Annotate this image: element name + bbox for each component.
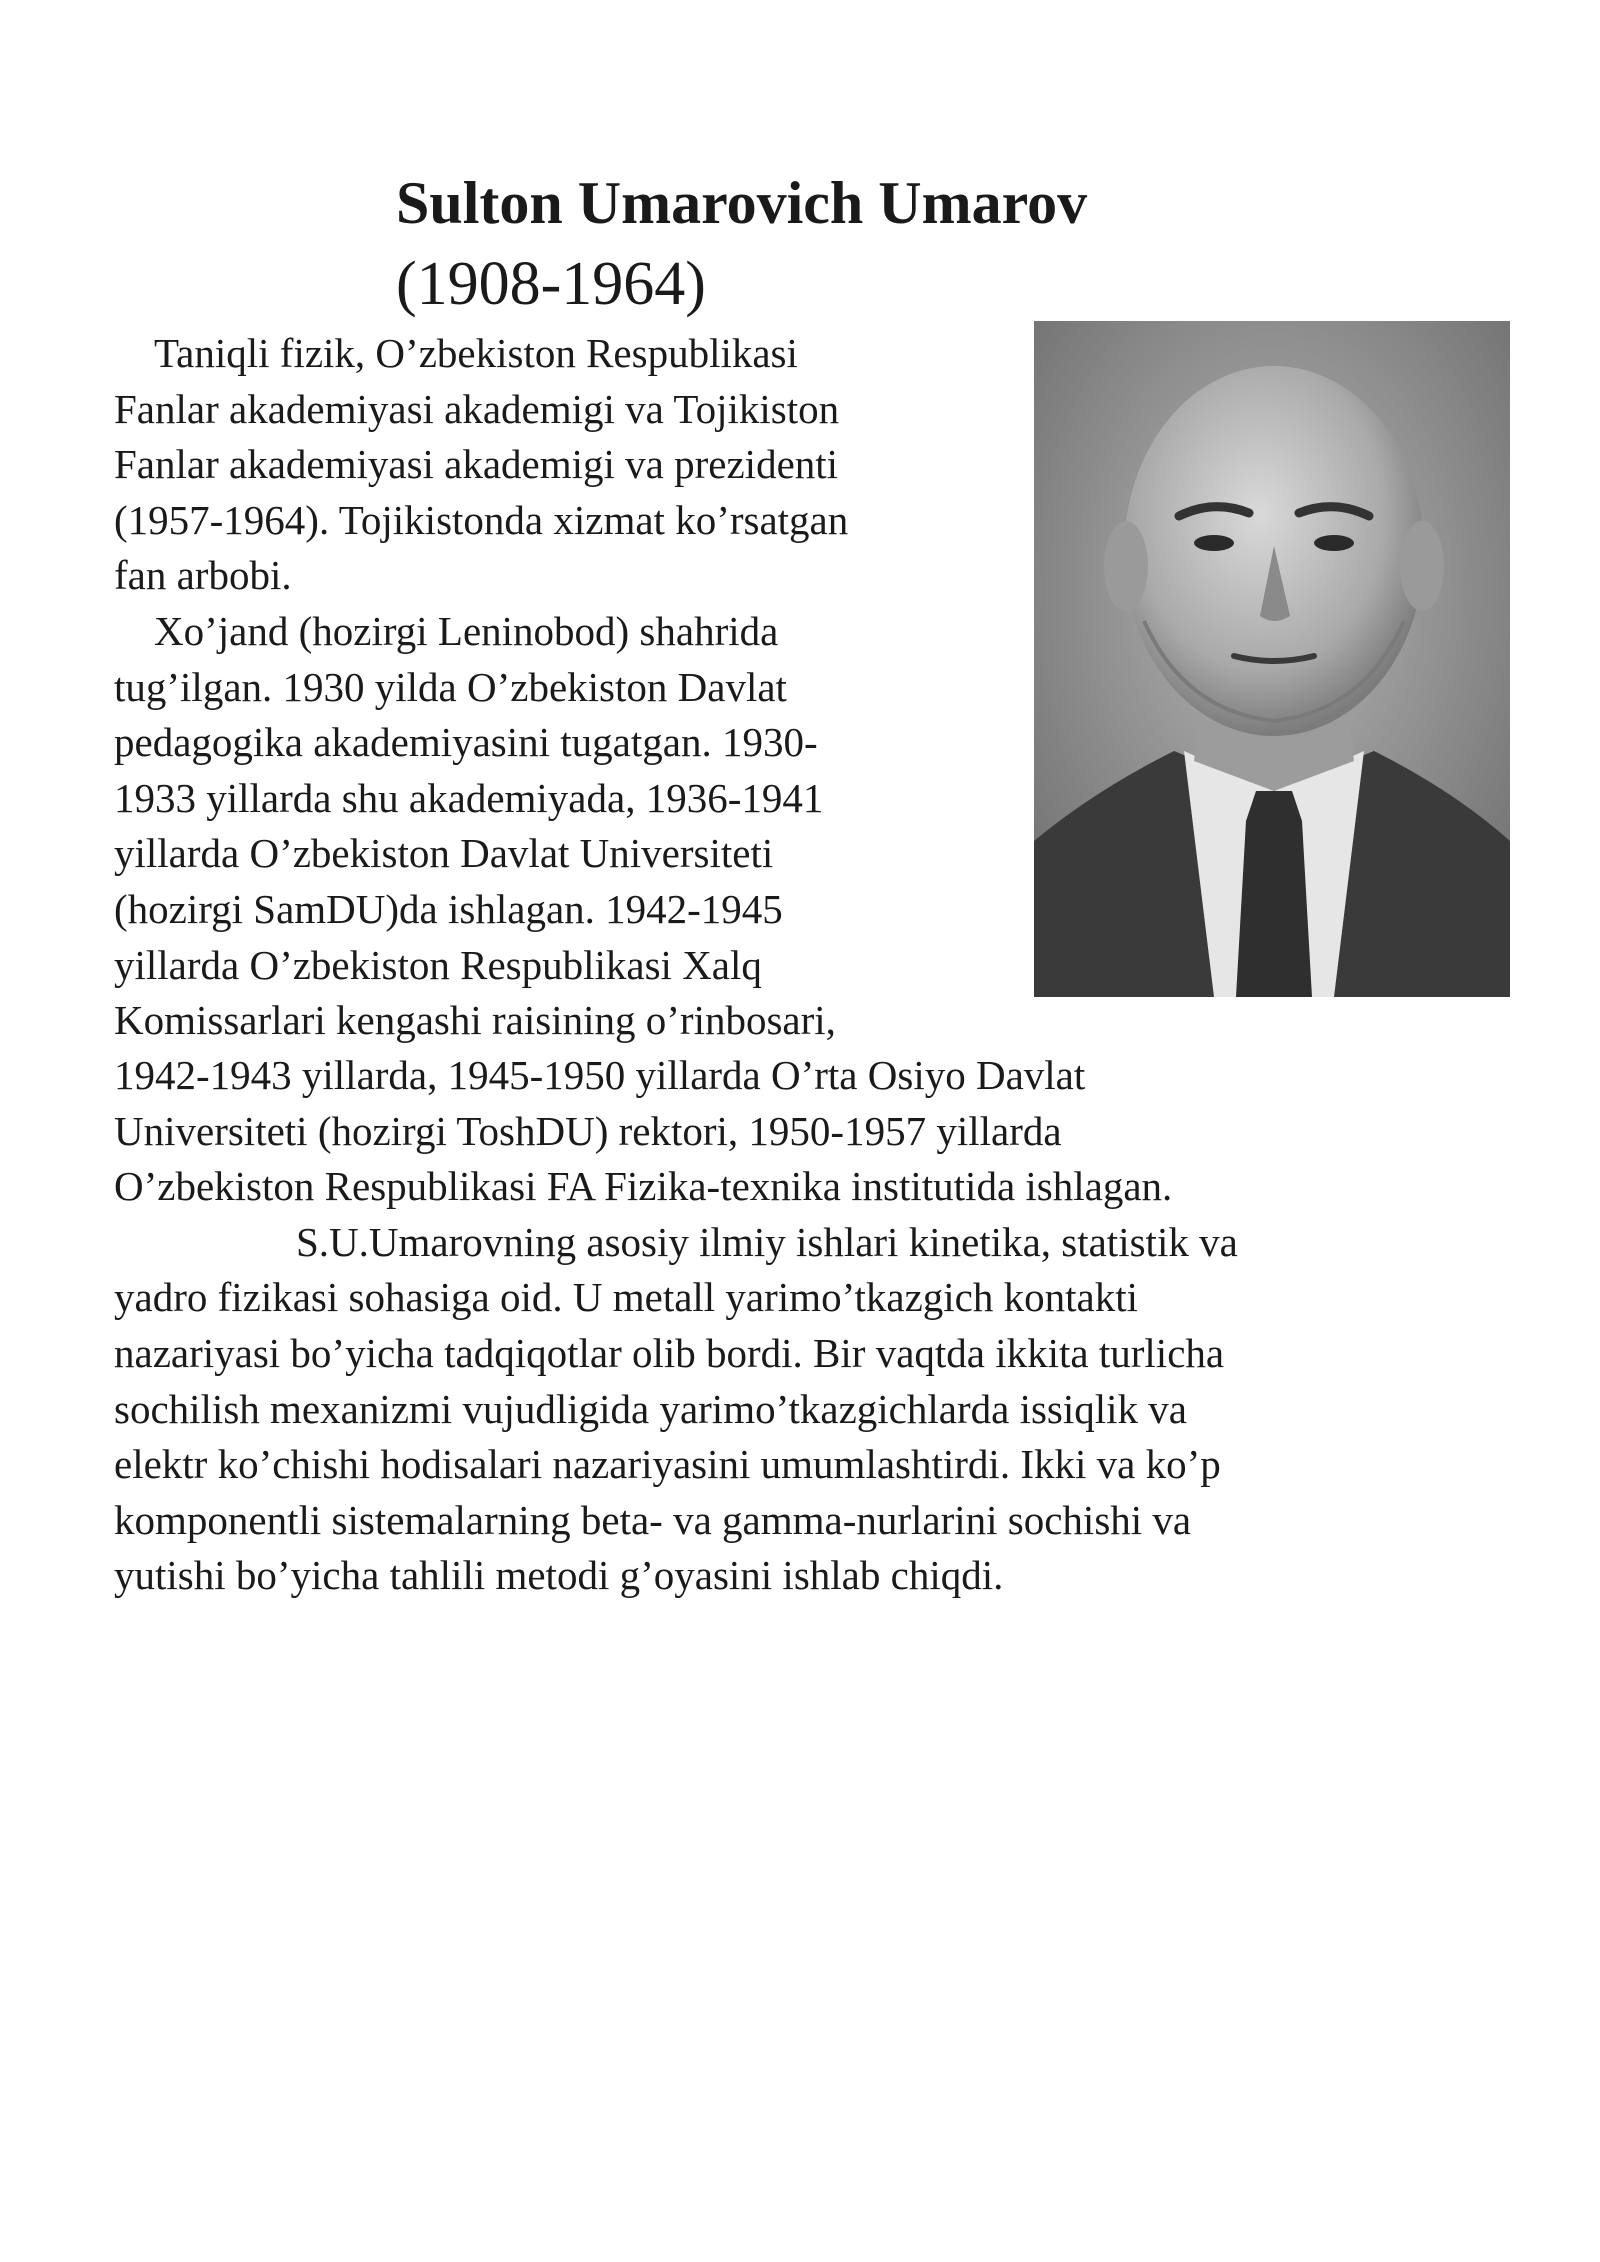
text-line: pedagogika akademiyasini tugatgan. 1930- (114, 719, 818, 766)
text-line: Xo’jand (hozirgi Leninobod) shahrida (154, 607, 779, 654)
text-line: (hozirgi SamDU)da ishlagan. 1942-1945 (114, 885, 783, 932)
text-line: (1957-1964). Tojikistonda xizmat ko’rsatgan (114, 496, 849, 543)
text-line: O’zbekiston Respublikasi FA Fizika-texnika institutida ishlagan. (114, 1163, 1173, 1210)
text-line: 1942-1943 yillarda, 1945-1950 yillarda O’rta Osiyo Davlat (114, 1052, 1086, 1098)
text-line: Taniqli fizik, O’zbekiston Respublikasi (154, 330, 798, 376)
text-line: Universiteti (hozirgi ToshDU) rektori, 1950-1957 yillarda (114, 1107, 1062, 1154)
text-line: yadro fizikasi sohasiga oid. U metall yarimo’tkazgich kontakti (114, 1274, 1138, 1321)
text-line: komponentli sistemalarning beta- va gamma-nurlarini sochishi va (114, 1496, 1192, 1543)
text-line: Fanlar akademiyasi akademigi va prezidenti (114, 441, 839, 488)
text-line: sochilish mexanizmi vujudligida yarimo’tkazgichlarda issiqlik va (114, 1385, 1187, 1432)
biography-body (114, 1048, 1514, 1604)
text-line: tug’ilgan. 1930 yilda O’zbekiston Davlat (114, 663, 787, 710)
text-line: elektr ko’chishi hodisalari nazariyasini umumlashtirdi. Ikki va ko’p (114, 1441, 1221, 1488)
life-years: (1908-1964) (396, 250, 706, 318)
text-line: fan arbobi. (114, 552, 292, 599)
portrait-photo-graphic (1034, 321, 1510, 997)
page-title: Sulton Umarovich Umarov (396, 170, 1088, 236)
biography-intro (114, 326, 1014, 1049)
text-line: S.U.Umarovning asosiy ilmiy ishlari kinetika, statistik va (296, 1218, 1238, 1265)
text-line: Fanlar akademiyasi akademigi va Tojikiston (114, 385, 840, 432)
portrait-photo (1034, 321, 1510, 997)
text-line: yutishi bo’yicha tahlili metodi g’oyasini ishlab chiqdi. (114, 1552, 1004, 1599)
text-line: yillarda O’zbekiston Davlat Universiteti (114, 830, 774, 877)
text-line: yillarda O’zbekiston Respublikasi Xalq (114, 941, 762, 988)
text-line: 1933 yillarda shu akademiyada, 1936-1941 (114, 774, 824, 821)
text-line: Komissarlari kengashi raisining o’rinbosari, (114, 997, 836, 1044)
text-line: nazariyasi bo’yicha tadqiqotlar olib bordi. Bir vaqtda ikkita turlicha (114, 1329, 1225, 1376)
